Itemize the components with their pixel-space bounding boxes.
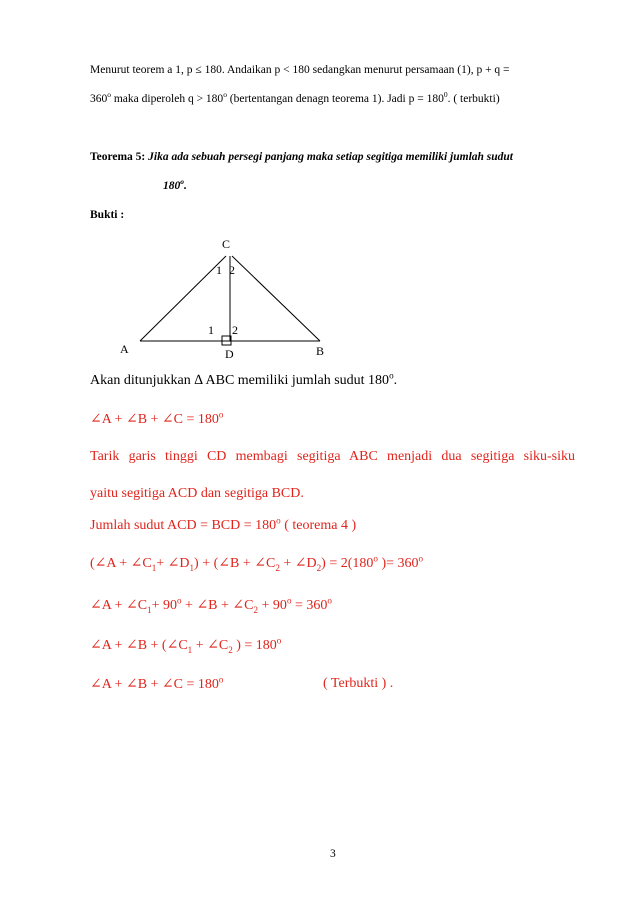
- angle-d1-label: 1: [208, 323, 214, 337]
- vertex-d-label: D: [225, 347, 234, 361]
- side-bc: [232, 256, 320, 341]
- angle-c2-label: 2: [229, 263, 235, 277]
- theorem-statement: Teorema 5: Jika ada sebuah persegi panjang maka setiap segitiga memiliki jumlah sudut: [90, 151, 513, 163]
- proof-equation-4: ∠A + ∠B + ∠C = $180^o$: [90, 674, 224, 692]
- vertex-c-label: C: [222, 237, 231, 251]
- vertex-b-label: B: [316, 344, 325, 358]
- angle-d2-label: 2: [232, 323, 238, 337]
- proof-step-1-line-2: yaitu segitiga ACD dan segitiga BCD.: [90, 486, 304, 501]
- proof-goal: ∠A + ∠B + ∠C = $180^o$: [90, 409, 224, 427]
- theorem-label: Teorema 5:: [90, 151, 146, 163]
- intro-line-1: Menurut teorem a 1, p ≤ 180. Andaikan p < 180 sedangkan menurut persamaan (1), p + q =: [90, 64, 510, 76]
- proof-equation-2: ∠A + $\angle C_1+ 90^o$ + ∠B + $\angle C_2 + 90^o = 360^o$: [90, 595, 332, 615]
- proof-conclusion: ( Terbukti ) .: [323, 676, 394, 691]
- proof-equation-3: ∠A + ∠B + ($\angle C_1$ + $\angle C_2$ ) = $180^o$: [90, 635, 282, 655]
- theorem-statement-cont: 180$^o$.: [163, 177, 187, 192]
- angle-c1-label: 1: [216, 263, 222, 277]
- vertex-a-label: A: [120, 342, 129, 356]
- proof-statement: Akan ditunjukkan ∆ ABC memiliki jumlah sudut 180$^o$.: [90, 370, 398, 388]
- intro-line-2: 360$^o$ maka diperoleh $q > 180^o$ (bertentangan denagn teorema 1). Jadi $p = 180^0$. ( terbukti): [90, 90, 500, 105]
- proof-step-2: Jumlah sudut ACD = BCD = $180^o$ ( teorema 4 ): [90, 515, 357, 533]
- proof-label: Bukti :: [90, 209, 125, 221]
- page-number: 3: [330, 848, 336, 860]
- proof-step-1-line-1: Tarik garis tinggi CD membagi segitiga ABC menjadi dua segitiga siku-siku: [90, 449, 575, 464]
- proof-equation-1: (∠A + $\angle C_1+$ $\angle D_1$) + (∠B + $\angle C_2$ + $\angle D_2) = 2(180^o$ )= $360^o$: [90, 553, 424, 573]
